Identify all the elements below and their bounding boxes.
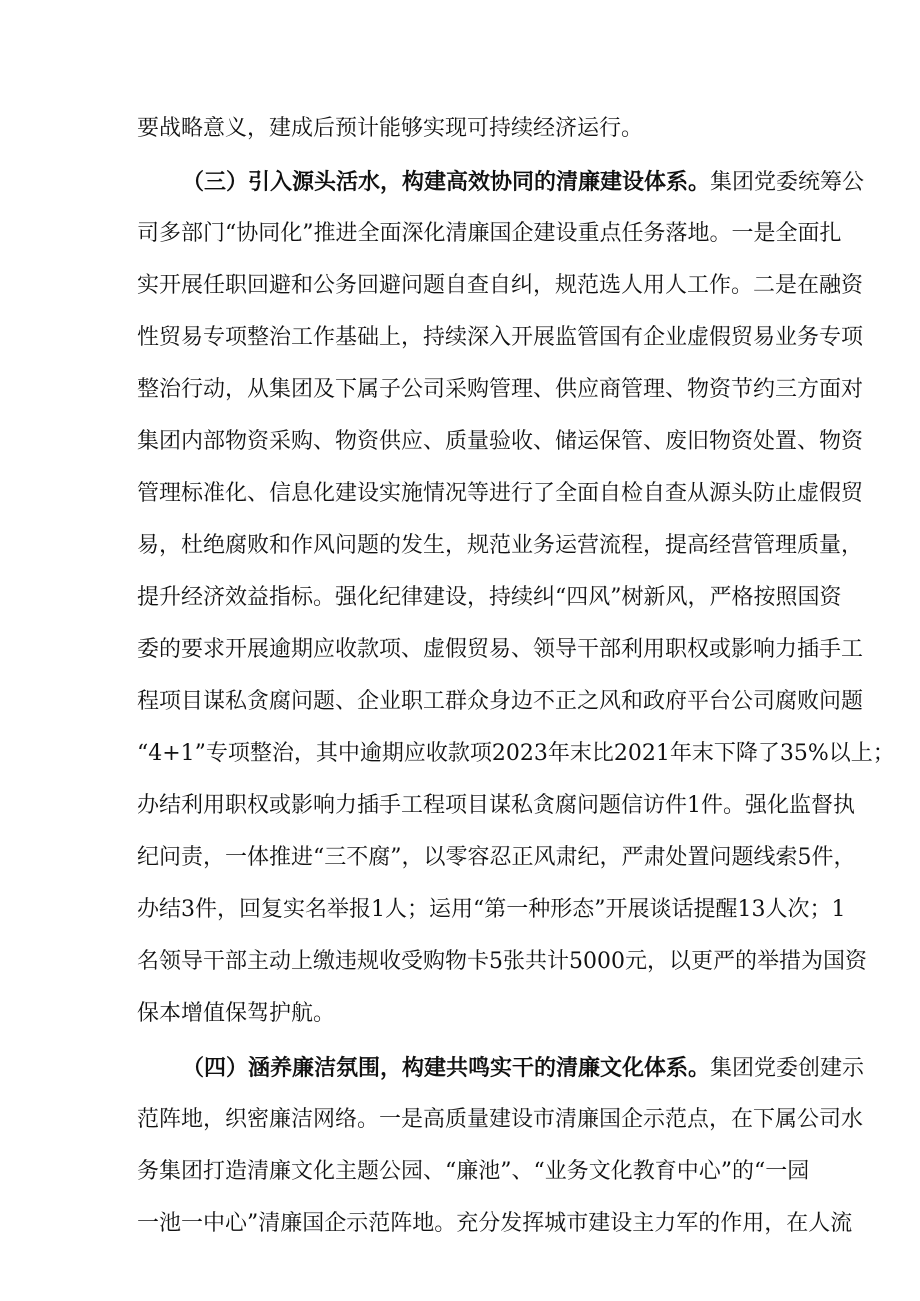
text-line [137,576,842,620]
text-segment: 提升经济效益指标。强化纪律建设，持续纠“四风”树新风，严格按照国资 [137,585,842,610]
text-line [137,212,842,256]
text-segment: 要战略意义，建成后预计能够实现可持续经济运行。 [137,116,644,141]
text-segment: 范阵地，织密廉洁网络。一是高质量建设市清廉国企示范点，在下属公司水 [137,1107,864,1132]
section-heading-line [182,160,864,204]
text-line [137,524,863,568]
text-line [137,628,863,672]
text-segment: 程项目谋私贪腐问题、企业职工群众身边不正之风和政府平台公司腐败问题 [137,689,864,714]
text-line [137,992,335,1036]
text-segment: 司多部门“协同化”推进全面深化清廉国企建设重点任务落地。一是全面扎 [137,221,842,246]
text-segment: 集团党委统筹公 [710,170,865,195]
text-line [137,1150,809,1194]
text-segment: 集团内部物资采购、物资供应、质量验收、储运保管、废旧物资处置、物资 [137,429,864,454]
section-heading: （四）涵养廉洁氛围，构建共鸣实干的清廉文化体系。 [182,1055,711,1081]
text-segment: 纪问责，一体推进“三不腐”，以零容忍正风肃纪，严肃处置问题线索5件， [137,845,856,870]
text-line [137,732,895,776]
text-segment: “4+1”专项整治，其中逾期应收款项2023年末比2021年末下降了35%以上； [137,741,895,766]
text-segment: 保本增值保驾护航。 [137,1001,336,1026]
section-heading: （三）引入源头活水，构建高效协同的清廉建设体系。 [182,169,711,195]
text-segment: 集团党委创建示 [710,1056,865,1081]
text-line [137,420,863,464]
text-line [137,368,863,412]
text-segment: 办结利用职权或影响力插手工程项目谋私贪腐问题信访件1件。强化监督执 [137,793,855,818]
text-segment: 整治行动，从集团及下属子公司采购管理、供应商管理、物资节约三方面对 [137,377,864,402]
text-line [137,107,643,151]
text-segment: 名领导干部主动上缴违规收受购物卡5张共计5000元，以更严的举措为国资 [137,949,867,974]
text-segment: 委的要求开展逾期应收款项、虚假贸易、领导干部利用职权或影响力插手工 [137,637,864,662]
text-line [137,264,863,308]
section-heading-line [182,1046,864,1090]
text-line [137,836,856,880]
text-segment: 实开展任职回避和公务回避问题自查自纠，规范选人用人工作。二是在融资 [137,273,864,298]
text-segment: 办结3件，回复实名举报1人；运用“第一种形态”开展谈话提醒13人次；1 [137,897,846,922]
text-line [137,472,863,516]
text-line [137,784,855,828]
text-line [137,316,863,360]
text-segment: 一池一中心”清廉国企示范阵地。充分发挥城市建设主力军的作用，在人流 [137,1211,853,1236]
text-line [137,680,863,724]
text-line [137,1202,852,1246]
text-segment: 务集团打造清廉文化主题公园、“廉池”、“业务文化教育中心”的“一园 [137,1159,810,1184]
text-line [137,940,867,984]
text-line [137,888,845,932]
text-segment: 性贸易专项整治工作基础上，持续深入开展监管国有企业虚假贸易业务专项 [137,325,864,350]
text-line [137,1098,863,1142]
text-segment: 管理标准化、信息化建设实施情况等进行了全面自检自查从源头防止虚假贸 [137,481,864,506]
text-segment: 易，杜绝腐败和作风问题的发生，规范业务运营流程，提高经营管理质量， [137,533,864,558]
